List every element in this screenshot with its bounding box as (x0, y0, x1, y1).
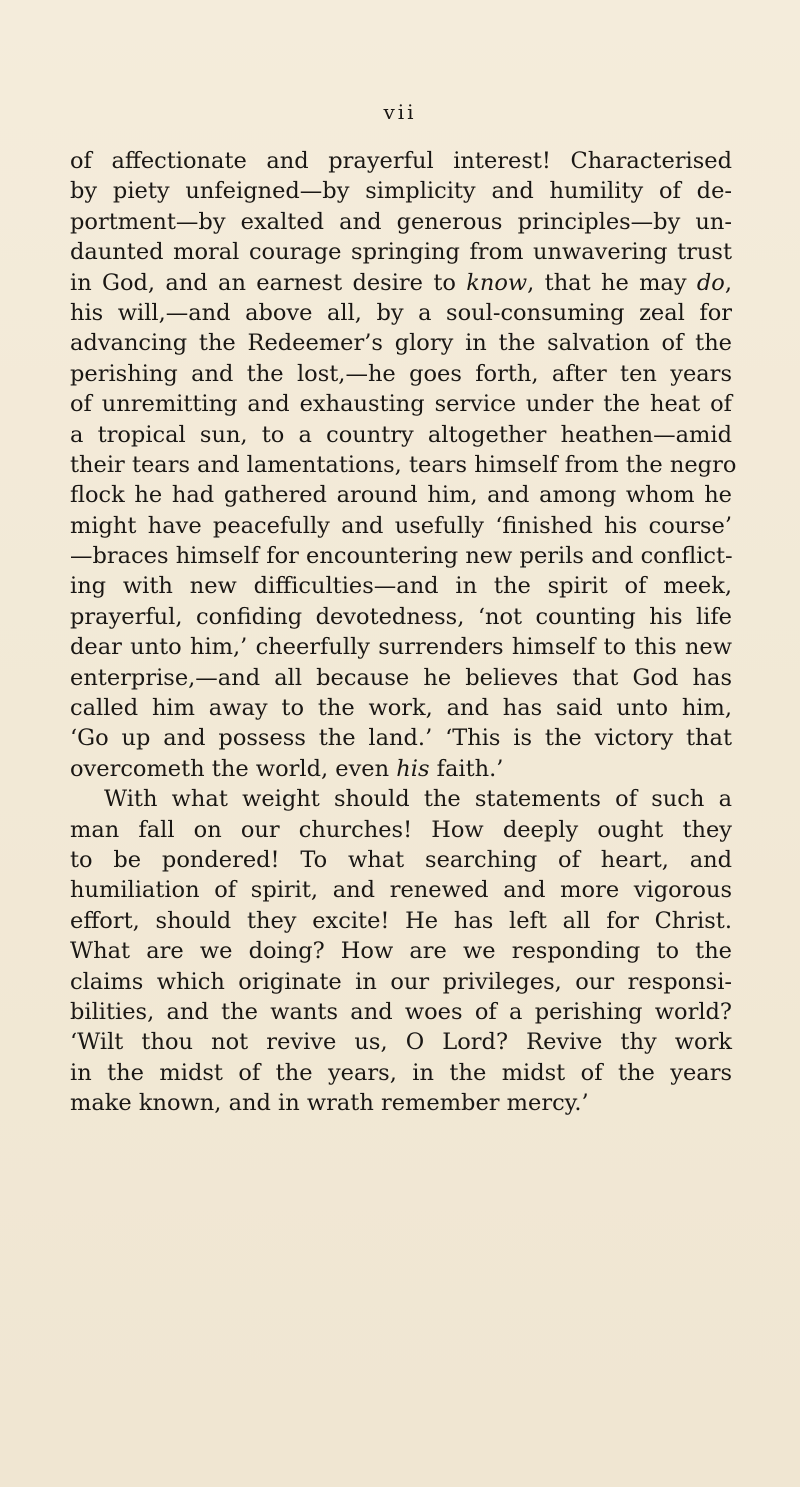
text-line: his will,—and above all, by a soul-consuming zeal for (70, 299, 732, 326)
italic-word: his (396, 755, 430, 782)
text-fragment: overcometh the world, even (70, 755, 397, 782)
text-fragment: in God, and an earnest desire to (70, 269, 467, 296)
text-line (70, 754, 732, 784)
text-line: their tears and lamentations, tears himself from the negro (70, 451, 737, 478)
text-line: effort, should they excite! He has left all for Christ. (70, 907, 732, 934)
page-number: vii (383, 100, 417, 124)
text-line: dear unto him,’ cheerfully surrenders himself to this new (70, 634, 732, 661)
text-line: of unremitting and exhausting service under the heat of (70, 391, 732, 418)
text-line: humiliation of spirit, and renewed and more vigorous (70, 877, 732, 904)
text-line: flock he had gathered around him, and among whom he (70, 482, 732, 509)
text-line: ing with new difficulties—and in the spirit of meek, (70, 573, 732, 600)
text-line: ‘Go up and possess the land.’ ‘This is the victory that (70, 725, 732, 752)
text-line: With what weight should the statements of such a (104, 786, 732, 813)
text-line: claims which originate in our privileges, our responsi- (70, 968, 732, 995)
text-line: perishing and the lost,—he goes forth, after ten years (70, 360, 732, 387)
text-fragment: faith.’ (429, 755, 504, 782)
text-fragment: , that he may (527, 269, 697, 296)
body-text (70, 146, 737, 1119)
text-line: prayerful, confiding devotedness, ‘not counting his life (70, 603, 732, 630)
text-line: by piety unfeigned—by simplicity and humility of de- (70, 178, 732, 205)
text-line: called him away to the work, and has said unto him, (70, 695, 732, 722)
text-line: man fall on our churches! How deeply ought they (70, 816, 732, 843)
text-line: bilities, and the wants and woes of a perishing world? (70, 998, 732, 1025)
text-line (70, 268, 732, 298)
text-line: a tropical sun, to a country altogether heathen—amid (70, 421, 732, 448)
text-line: enterprise,—and all because he believes that God has (70, 664, 732, 691)
italic-word: know (466, 269, 528, 296)
italic-word: do (696, 269, 725, 296)
text-line: to be pondered! To what searching of heart, and (70, 846, 732, 873)
text-line: ‘Wilt thou not revive us, O Lord? Revive thy work (70, 1029, 732, 1056)
text-line: daunted moral courage springing from unwavering trust (70, 239, 732, 266)
text-line: of affectionate and prayerful interest! Characterised (70, 148, 732, 174)
text-line: in the midst of the years, in the midst of the years (70, 1059, 732, 1086)
text-fragment: , (724, 269, 732, 296)
text-line: What are we doing? How are we responding to the (70, 938, 732, 965)
text-line: —braces himself for encountering new perils and conflict- (70, 543, 733, 570)
text-line: might have peacefully and usefully ‘finished his course’ (70, 512, 732, 539)
text-line: advancing the Redeemer’s glory in the salvation of the (70, 330, 732, 357)
text-line: make known, and in wrath remember mercy.’ (70, 1090, 589, 1117)
text-line: portment—by exalted and generous principles—by un- (70, 208, 732, 235)
